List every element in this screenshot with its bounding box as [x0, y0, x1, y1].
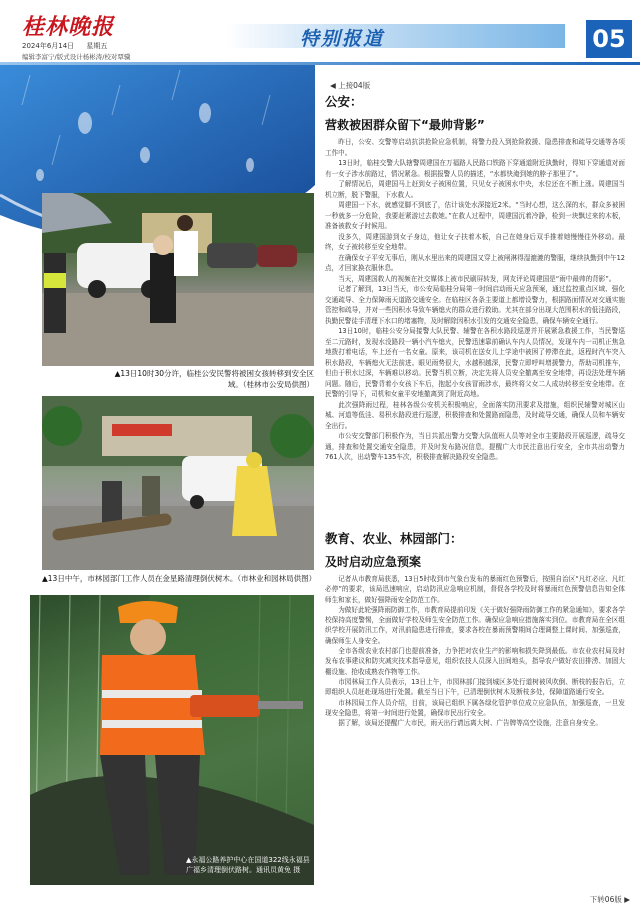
paragraph: 13日时，临桂交警大队辖警周建国在万福路人民路口铁路下穿通道附近执勤时，得知下穿通道对面有一女子涉水前路过，情况紧急。根据报警人员的描述，“水都快淹到她的脖子那里了”。 — [325, 159, 625, 178]
paragraph: 全市各级农业农村部门也提前准备，力争把对农业生产的影响和损失降到最低。市农业农村局及时发布农事建议和防灾减灾技术指导意见，组织农技人员深入田间地头，指导农户做好农田排涝、加固大棚设施、抢收成熟农作物等工作。 — [325, 647, 625, 676]
paragraph: 当天，周建国救人的视频在社交媒体上被市民刷屏转发，网友评论周建国是“雨中最帅的背影”。 — [338, 274, 616, 283]
newspaper-logo: 桂林晚报 — [22, 14, 115, 40]
photo-police-rescue — [42, 193, 314, 366]
paragraph: 为做好此轮强降雨防御工作，市教育局提前印发《关于做好强降雨防御工作的紧急通知》，要求各学校保持高度警惕，全面做好学校及师生安全防范工作。确保应急响应措施落实到位。市教育局在全区组织学校开展防汛工作，对汛前隐患进行排查，要求各校在暴雨预警期间合理调整上课时间、加强巡查，确保师生人身安全。 — [325, 605, 626, 645]
education-body — [325, 574, 625, 728]
editor-credits: 编辑李富宁/版式设计杨彬涛/校对覃骥 — [22, 53, 131, 61]
masthead — [0, 0, 640, 62]
photo-road-worker — [30, 595, 314, 885]
paragraph: 没多久，周建国游到女子身边，他让女子扶着木板，自己在她身后双手推着她慢慢往外移动。最终，女子被转移至安全地带。 — [325, 232, 625, 251]
date-line — [22, 41, 117, 51]
paragraph: 市林园局工作人员介绍，目前，该局已组织下属各绿化管护单位成立应急队伍，加强巡查，一旦发现安全隐患，将第一时间进行处置，确保市民出行安全。 — [325, 698, 625, 717]
paragraph: 周建国一下水，就感觉脚不到底了，估计该处水深接近2米。“当时心想，这么深的水，群众多被困一秒就多一分危险，我要赶紧游过去救她。”在救人过程中，周建国沉着冷静，检到一块飘过来的木板，准备被救女子时候用。 — [325, 201, 625, 230]
paragraph: 在确保女子平安无事后，刚从水里出来的周建国又穿上被闸淋得湿漉漉的警服，继续执勤到中午12点，才回家换衣服休息。 — [325, 253, 625, 272]
paragraph: 13日10时，临桂公安分局接警大队民警、辅警在各积水路段巡逻并开展紧急救援工作，当民警巡至二元路时，发现水没路段一辆小汽车熄火，民警迅速靠前确认车内人员情况，发现车内一司机正焦急地拨打着电话，车上还有一名女童。原来，该司机在送女儿上学途中被困了停滞在此，返程时汽车突入积水路段，车辆熄火无法前进。眼见雨势很大，水越积越深，民警立即呼叫增援警力，帮助司机推车，但由于积水过深，车辆难以移动。民警当机立断，决定先将人员安全撤离至安全地带，再设法处理车辆问题。随后，民警背着小女孩下车后，抱起小女孩冒雨涉水，最终将父女二人成功转移至安全地带。在民警的引导下，司机和女童平安地撤离到了附近高地。 — [325, 327, 625, 398]
issue-weekday: 星期五 — [86, 42, 108, 50]
photo-caption-2: ▲13日中午，市林园部门工作人员在金星路清理倒伏树木。（市林业和园林局供图） — [42, 574, 317, 583]
paragraph: 市公安交警部门积极作为，当日共派出警力交警大队值班人员等对全市主要路段开展巡逻，疏导交通，排查和处置交通安全隐患，并及时发布路况信息，提醒广大市民注意出行安全，全市共出动警力761人次，出动警车135车次，积极排查解决路段安全隐患。 — [325, 432, 625, 461]
issue-date: 2024年6月14日 — [22, 42, 75, 50]
page-number: 05 — [586, 20, 632, 58]
education-section-title: 教育、农业、林园部门： — [325, 531, 463, 546]
education-headline: 及时启动应急预案 — [325, 555, 422, 569]
police-section-title: 公安： — [325, 94, 363, 109]
paragraph: 了解情况后，周建国马上赶到女子被困位置，只见女子被困水中央，水位还在不断上涨。周建国当机立断，脱下警服，下水救人。 — [325, 180, 625, 199]
education-article — [325, 529, 625, 728]
continued-from-label: ◀ 上接04版 — [330, 81, 371, 90]
paragraph: 据了解，该局还提醒广大市民，雨天出行请远离大树、广告牌等高空设施，注意自身安全。 — [338, 719, 602, 728]
photo-caption-3: ▲永福公路养护中心在国道322线永福县广福乡清理倒伏路树。通讯员黄免 摄 — [186, 856, 310, 874]
section-banner — [225, 24, 565, 48]
paragraph: 市园林局工作人员表示，13日上午，市园林部门接到城区多处行道树被风吹倒、断枝的报告后，立即组织人员赶赴现场进行处置。截至当日下午，已清理倒伏树木及断枝多处，保障道路通行安全。 — [325, 677, 625, 697]
police-body — [325, 137, 625, 463]
continued-to-label: 下转06版 ▶ — [589, 895, 630, 904]
police-headline: 营救被困群众留下“最帅背影” — [325, 118, 485, 132]
paragraph: 记者了解到，13日当天，市公安局临桂分局第一时间启动雨天应急预案，通过监控重点区域、强化交通疏导、全力保障雨天道路交通安全。在临桂区各条主要道上都增设警力，根据路面情况对交通实施管控和疏导，并对一些因积水导致车辆熄火的群众进行救助。尤其在部分出现大范围积水的低洼路段，执勤民警徒手清理下水口的堵塞物，及时解除因积水引发的交通安全隐患，确保车辆安全通行。 — [325, 285, 625, 325]
section-title: 特别报道 — [300, 28, 385, 50]
photo-tree-clearing — [42, 396, 314, 570]
paragraph: 昨日，公安、交警等启动抗洪抢险应急机制，将警力投入到抢险救援、隐患排查和疏导交通等各项工作中。 — [325, 138, 625, 157]
paragraph: 此次强降雨过程，桂林各级公安机关积极响应，全面落实防汛要求及措施，组织民辅警对城区山城、河道等低洼、易积水路段进行巡逻，积极排查和处置路面隐患，及时疏导交通，确保人员和车辆安全出行。 — [325, 400, 625, 430]
photo-caption-1: ▲13日10时30分许，临桂公安民警将被困女孩转移到安全区域。（桂林市公安局供图） — [114, 369, 314, 389]
police-article — [325, 92, 625, 463]
paragraph: 记者从市教育局获悉，13日5时收到市气象台发布的暴雨红色预警后，按照自治区“凡红必应、凡红必停”的要求，该局迅速响应，启动防汛应急响应机制，督促各学校及时将暴雨红色预警信息告知全体师生和家长，做好强降雨安全防范工作。 — [325, 575, 625, 604]
